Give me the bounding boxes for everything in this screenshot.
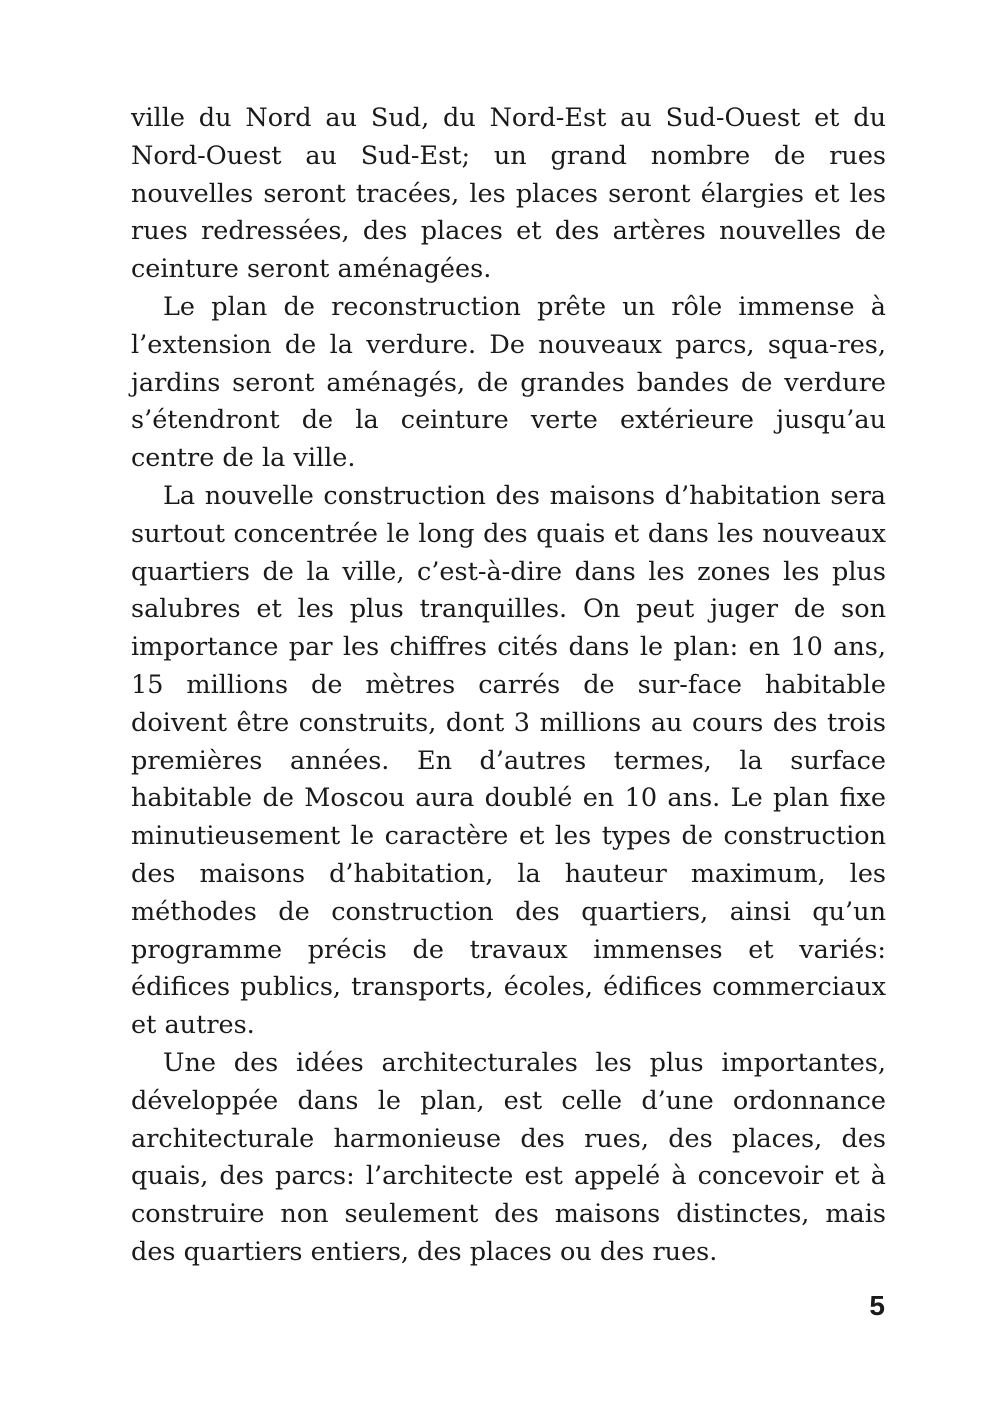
paragraph-architecture: Une des idées architecturales les plus importantes, développée dans le plan, est celle d’une ordonnance architecturale harmonieuse des rues, des places, des quais, des parcs: l’architecte est appelé à concevoir et à construire non seulement des maisons distinctes, mais des quartiers entiers, des places ou des rues.: [131, 1047, 886, 1267]
paragraph-construction: La nouvelle construction des maisons d’habitation sera surtout concentrée le long des quais et dans les nouveaux quartiers de la ville, c’est-à-dire dans les zones les plus salubres et les plus tranquilles. On peut juger de son importance par les chiffres cités dans le plan: en 10 ans, 15 millions de mètres carrés de sur-face habitable doivent être construits, dont 3 millions au cours des trois premières années. En d’autres termes, la surface habitable de Moscou aura doublé en 10 ans. Le plan fixe minutieusement le caractère et les types de construction des maisons d’habitation, la hauteur maximum, les méthodes de construction des quartiers, ainsi qu’un programme précis de travaux immenses et variés: édifices publics, transports, écoles, édifices commerciaux et autres.: [131, 480, 886, 1041]
body-text: [131, 100, 886, 1272]
paragraph-verdure: Le plan de reconstruction prête un rôle immense à l’extension de la verdure. De nouveaux parcs, squa-res, jardins seront aménagés, de grandes bandes de verdure s’étendront de la ceinture verte extérieure jusqu’au centre de la ville.: [131, 291, 886, 474]
paragraph-continued: ville du Nord au Sud, du Nord-Est au Sud-Ouest et du Nord-Ouest au Sud-Est; un grand nombre de rues nouvelles seront tracées, les places seront élargies et les rues redressées, des places et des artères nouvelles de ceinture seront aménagées.: [131, 103, 886, 285]
page-number: 5: [869, 1290, 885, 1321]
